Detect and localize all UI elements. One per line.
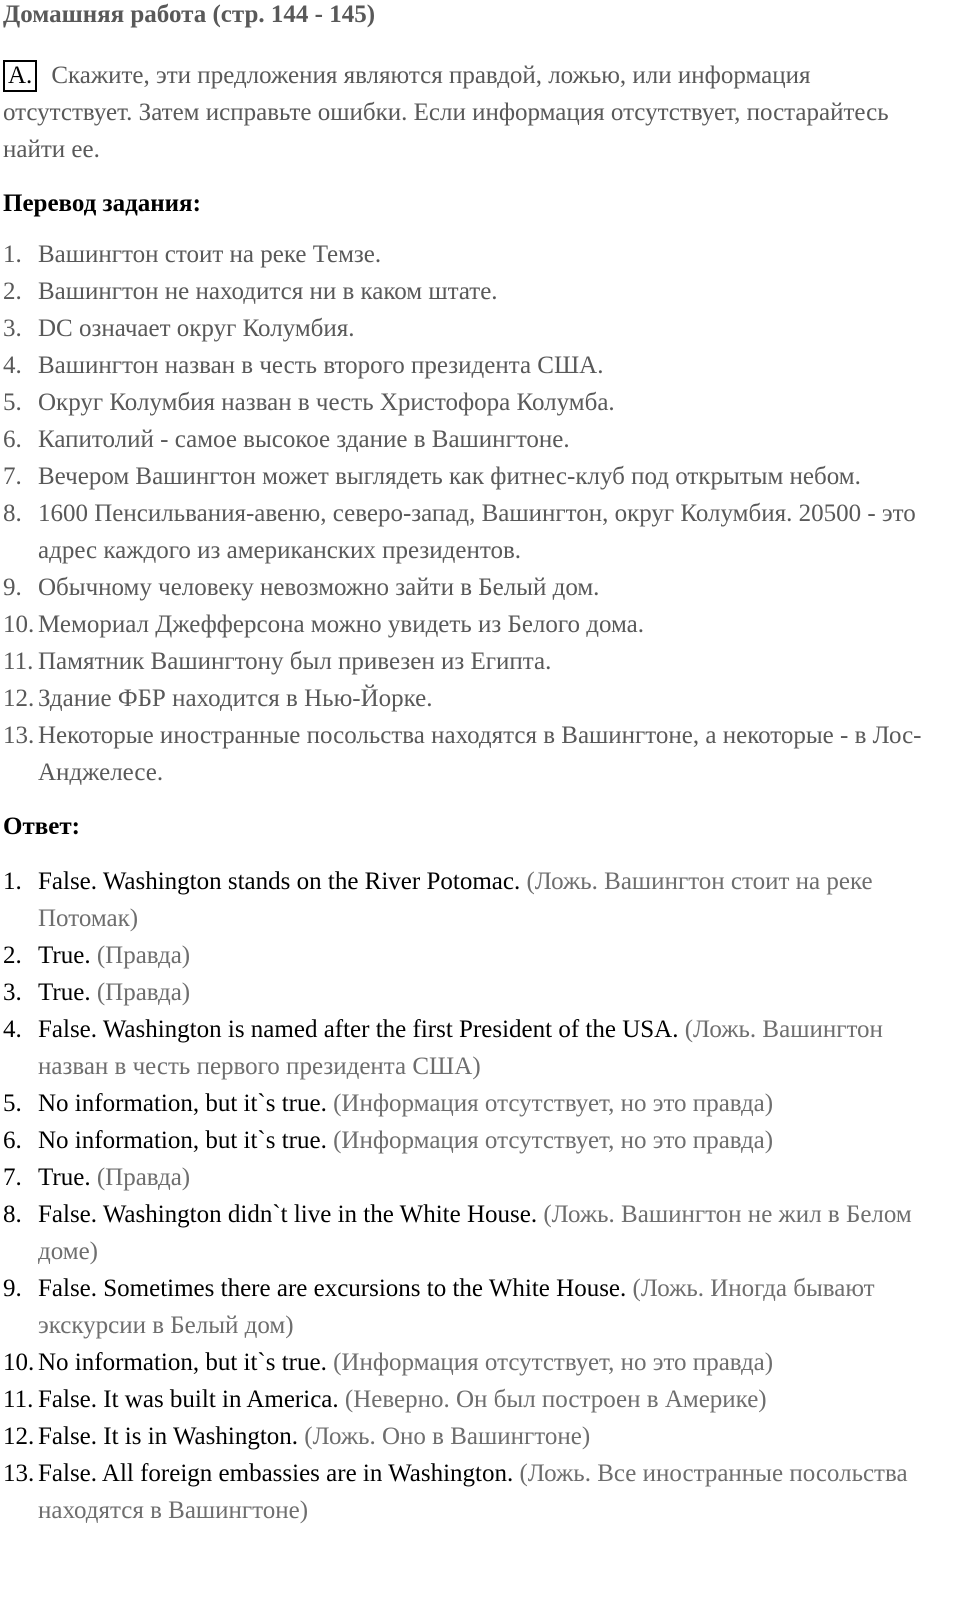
answer-russian: (Правда) bbox=[96, 1164, 191, 1191]
item-number: 9. bbox=[3, 574, 22, 601]
item-number: 3. bbox=[3, 979, 22, 1006]
answer-item bbox=[3, 863, 938, 937]
task-label: A. bbox=[3, 60, 37, 92]
answer-item bbox=[3, 1455, 938, 1529]
translation-item bbox=[3, 273, 938, 310]
answer-russian: (Ложь. Вашингтон назван в честь первого президента США) bbox=[38, 1016, 883, 1080]
answer-item bbox=[3, 1085, 938, 1122]
answer-item bbox=[3, 1418, 938, 1455]
translation-text: Здание ФБР находится в Нью-Йорке. bbox=[38, 685, 433, 712]
translation-item bbox=[3, 495, 938, 569]
translation-text: Вечером Вашингтон может выглядеть как фитнес-клуб под открытым небом. bbox=[38, 463, 861, 490]
item-number: 12. bbox=[3, 685, 35, 712]
answer-russian: (Информация отсутствует, но это правда) bbox=[333, 1090, 774, 1117]
translation-text: Мемориал Джефферсона можно увидеть из Белого дома. bbox=[38, 611, 645, 638]
answer-english: False. Washington didn`t live in the White House. bbox=[38, 1201, 538, 1228]
answer-russian: (Информация отсутствует, но это правда) bbox=[333, 1349, 774, 1376]
item-number: 2. bbox=[3, 942, 22, 969]
answer-russian: (Ложь. Вашингтон стоит на реке Потомак) bbox=[38, 868, 873, 932]
item-number: 10. bbox=[3, 1349, 35, 1376]
item-number: 13. bbox=[3, 722, 35, 749]
answer-english: No information, but it`s true. bbox=[38, 1349, 327, 1376]
answer-english: True. bbox=[38, 1164, 91, 1191]
translation-item bbox=[3, 347, 938, 384]
translation-text: Округ Колумбия назван в честь Христофора Колумба. bbox=[38, 389, 615, 416]
translation-text: Некоторые иностранные посольства находятся в Вашингтоне, а некоторые - в Лос-Анджелесе. bbox=[38, 722, 922, 786]
answer-item bbox=[3, 1159, 938, 1196]
item-number: 6. bbox=[3, 426, 22, 453]
answer-english: No information, but it`s true. bbox=[38, 1127, 327, 1154]
answer-english: False. Sometimes there are excursions to the White House. bbox=[38, 1275, 627, 1302]
item-number: 13. bbox=[3, 1460, 35, 1487]
item-number: 7. bbox=[3, 463, 22, 490]
translation-item bbox=[3, 569, 938, 606]
answer-russian: (Неверно. Он был построен в Америке) bbox=[344, 1386, 767, 1413]
item-number: 5. bbox=[3, 1090, 22, 1117]
answer-russian: (Правда) bbox=[96, 979, 191, 1006]
answer-english: True. bbox=[38, 942, 91, 969]
answer-item bbox=[3, 1196, 938, 1270]
answer-russian: (Правда) bbox=[96, 942, 191, 969]
answer-english: False. It is in Washington. bbox=[38, 1423, 299, 1450]
translation-item bbox=[3, 384, 938, 421]
item-number: 6. bbox=[3, 1127, 22, 1154]
translation-item bbox=[3, 606, 938, 643]
answer-item bbox=[3, 1270, 938, 1344]
answer-russian: (Ложь. Оно в Вашингтоне) bbox=[304, 1423, 591, 1450]
item-number: 9. bbox=[3, 1275, 22, 1302]
translation-text: Вашингтон не находится ни в каком штате. bbox=[38, 278, 498, 305]
answer-item bbox=[3, 1381, 938, 1418]
item-number: 1. bbox=[3, 868, 22, 895]
translation-text: DC означает округ Колумбия. bbox=[38, 315, 355, 342]
translation-heading: Перевод задания: bbox=[3, 190, 201, 217]
answer-list bbox=[3, 863, 947, 1529]
translation-item bbox=[3, 458, 938, 495]
translation-text: Капитолий - самое высокое здание в Вашингтоне. bbox=[38, 426, 570, 453]
translation-item bbox=[3, 310, 938, 347]
translation-text: Обычному человеку невозможно зайти в Белый дом. bbox=[38, 574, 600, 601]
item-number: 7. bbox=[3, 1164, 22, 1191]
answer-english: No information, but it`s true. bbox=[38, 1090, 327, 1117]
answer-russian: (Ложь. Иногда бывают экскурсии в Белый дом) bbox=[38, 1275, 875, 1339]
translation-item bbox=[3, 236, 938, 273]
item-number: 10. bbox=[3, 611, 35, 638]
translation-text: 1600 Пенсильвания-авеню, северо-запад, Вашингтон, округ Колумбия. 20500 - это адрес каждого из американских президентов. bbox=[38, 500, 916, 564]
item-number: 4. bbox=[3, 352, 22, 379]
item-number: 12. bbox=[3, 1423, 35, 1450]
item-number: 5. bbox=[3, 389, 22, 416]
answer-russian: (Ложь. Вашингтон не жил в Белом доме) bbox=[38, 1201, 912, 1265]
item-number: 2. bbox=[3, 278, 22, 305]
task-text: Скажите, эти предложения являются правдой, ложью, или информация отсутствует. Затем исправьте ошибки. Если информация отсутствует, постарайтесь найти ее. bbox=[3, 62, 889, 163]
page-title: Домашняя работа (стр. 144 - 145) bbox=[3, 1, 376, 28]
translation-item bbox=[3, 421, 938, 458]
item-number: 1. bbox=[3, 241, 22, 268]
item-number: 3. bbox=[3, 315, 22, 342]
translation-text: Вашингтон стоит на реке Темзе. bbox=[38, 241, 382, 268]
answer-english: False. It was built in America. bbox=[38, 1386, 339, 1413]
item-number: 8. bbox=[3, 500, 22, 527]
translation-item bbox=[3, 680, 938, 717]
answer-item bbox=[3, 1344, 938, 1381]
item-number: 4. bbox=[3, 1016, 22, 1043]
answer-english: False. Washington is named after the first President of the USA. bbox=[38, 1016, 679, 1043]
task-instruction bbox=[3, 57, 938, 168]
item-number: 8. bbox=[3, 1201, 22, 1228]
answer-item bbox=[3, 974, 938, 1011]
translation-text: Вашингтон назван в честь второго президента США. bbox=[38, 352, 604, 379]
answer-item bbox=[3, 1122, 938, 1159]
answer-heading: Ответ: bbox=[3, 813, 80, 840]
answer-russian: (Информация отсутствует, но это правда) bbox=[333, 1127, 774, 1154]
answer-english: True. bbox=[38, 979, 91, 1006]
translation-text: Памятник Вашингтону был привезен из Египта. bbox=[38, 648, 552, 675]
item-number: 11. bbox=[3, 1386, 34, 1413]
translation-item bbox=[3, 643, 938, 680]
answer-english: False. All foreign embassies are in Washington. bbox=[38, 1460, 514, 1487]
answer-english: False. Washington stands on the River Potomac. bbox=[38, 868, 521, 895]
translation-list bbox=[3, 236, 947, 791]
answer-item bbox=[3, 937, 938, 974]
item-number: 11. bbox=[3, 648, 34, 675]
answer-russian: (Ложь. Все иностранные посольства находятся в Вашингтоне) bbox=[38, 1460, 908, 1524]
answer-item bbox=[3, 1011, 938, 1085]
translation-item bbox=[3, 717, 938, 791]
